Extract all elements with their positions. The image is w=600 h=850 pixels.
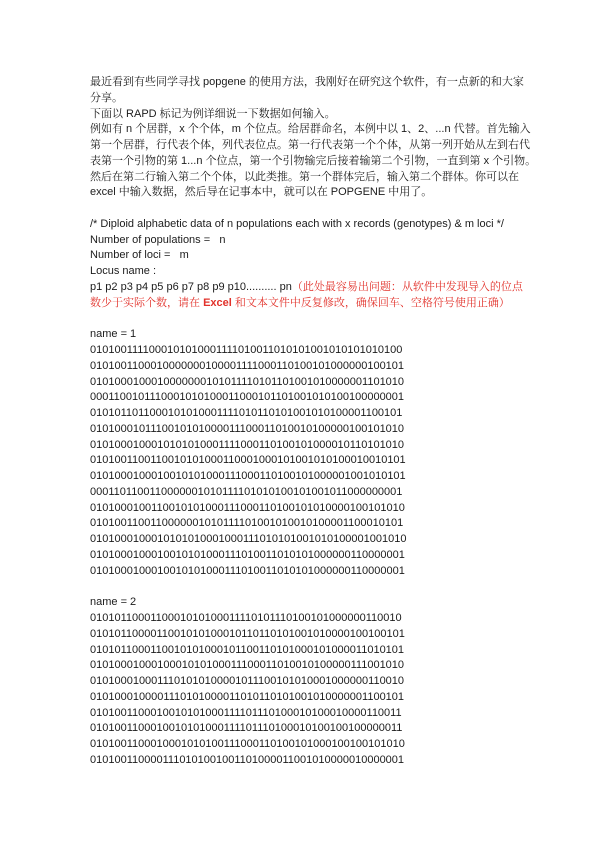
- locus-list: p1 p2 p3 p4 p5 p6 p7 p8 p9 p10.......... pn: [90, 280, 292, 293]
- genotype-row: 0101001100001110101001001101000011001010000010000001: [90, 753, 405, 766]
- intro-line: 例如有 n 个居群，x 个个体，m 个位点。给居群命名，本例中以 1、2、...n 代替。首先输入: [90, 123, 531, 136]
- genotype-row: 0101001100110010101000110001000101001010100010010101: [90, 454, 406, 467]
- genotype-row: 0101011000011001010100010110110101001010000100100101: [90, 627, 405, 640]
- genotype-row: 0101011000110001010100011110101110100101000000110010: [90, 612, 402, 625]
- warning-note-excel: Excel: [203, 296, 232, 309]
- genotype-row: 0101000100011101010100001011100101010001000000110010: [90, 675, 405, 688]
- genotype-row: 0101001100110000001010111101001010010100001100010101: [90, 517, 404, 530]
- data-header-section: [90, 217, 600, 312]
- intro-line: 分享。: [90, 91, 123, 104]
- locus-name-label: Locus name :: [90, 265, 157, 278]
- genotype-row: 0101000100010010101000111010011010101000000110000001: [90, 564, 405, 577]
- loci-count-line: Number of loci = m: [90, 249, 189, 262]
- intro-line: 然后在第二行输入第二个个体，以此类推。第一个群体完后，输入第二个群体。你可以在: [90, 170, 519, 183]
- intro-line: 表第一个引物的第 1...n 个位点，第一个引物输完后接着输第二个引物，一直到第 x 个引物。: [90, 154, 537, 167]
- genotype-row: 0101000100010101010001000111010101001010100001001010: [90, 533, 407, 546]
- intro-section: [90, 75, 600, 201]
- genotype-row: 0101001111000101010001111010011010101001010101010100: [90, 344, 403, 357]
- populations-count-line: Number of populations = n: [90, 233, 226, 246]
- genotype-row: 0101011011000101010001111010110101001010100001100101: [90, 407, 403, 420]
- genotype-row: 0101000100010001010100011100011010010100000111001010: [90, 659, 405, 672]
- genotype-row: 0101000100010010101000111000110100101000001001010101: [90, 470, 406, 483]
- genotype-row: 0101000100110010101000111000110100101010000100101010: [90, 501, 405, 514]
- genotype-row: 0101001100010010101000111101110100010100100100000011: [90, 722, 403, 735]
- spacer: [90, 311, 600, 327]
- genotype-row: 0101000100010101010001111000110100101000010110101010: [90, 438, 405, 451]
- warning-note-start: （此处最容易出问题：从软件中发现导入的位点: [291, 280, 523, 293]
- genotype-row: 0101001100010010101000111101110100010100010000110011: [90, 706, 402, 719]
- intro-line: 第一个居群，行代表个体，列代表位点。第一行代表第一个个体，从第一列开始从左到右代: [90, 139, 530, 152]
- population-name: name = 1: [90, 328, 137, 341]
- genotype-row: 0101001100010000000100001111000110100101000000100101: [90, 359, 405, 372]
- genotype-row: 0101011000110010101000101100110101000101000011010101: [90, 643, 405, 656]
- population-name: name = 2: [90, 596, 137, 609]
- genotype-row: 0101000100010000000101011110101101001010000001101010: [90, 375, 405, 388]
- genotype-row: 0101000100010010101000111010011010101000000110000001: [90, 548, 405, 561]
- genotype-row: 0001100101110001010100011000101101001010100100000001: [90, 391, 405, 404]
- warning-note-text: 数少于实际个数，请在: [90, 296, 204, 309]
- intro-line: 下面以 RAPD 标记为例详细说一下数据如何输入。: [90, 107, 336, 120]
- population-block-2: [90, 595, 600, 768]
- genotype-row: 0001101100110000001010111101010100101001011000000001: [90, 485, 403, 498]
- genotype-row: 0101000100001110101000011010110101001010000001100101: [90, 690, 405, 703]
- warning-note-text: 和文本文件中反复修改，确保回车、空格符号使用正确）: [231, 296, 510, 309]
- population-block-1: [90, 327, 600, 579]
- intro-line: excel 中输入数据，然后导在记事本中，就可以在 POPGENE 中用了。: [90, 186, 433, 199]
- genotype-row: 0101001100010001010100111000110100101000100100101010: [90, 738, 405, 751]
- genotype-row: 0101000101110010101000011100011010010100000100101010: [90, 422, 405, 435]
- warning-note-line: [90, 296, 600, 312]
- intro-line: 最近看到有些同学寻找 popgene 的使用方法，我刚好在研究这个软件，有一点新的和大家: [90, 76, 524, 88]
- spacer: [90, 580, 600, 596]
- format-comment: /* Diploid alphabetic data of n populations each with x records (genotypes) & m loci */: [90, 217, 504, 230]
- locus-list-line: [90, 280, 600, 296]
- spacer: [90, 201, 600, 217]
